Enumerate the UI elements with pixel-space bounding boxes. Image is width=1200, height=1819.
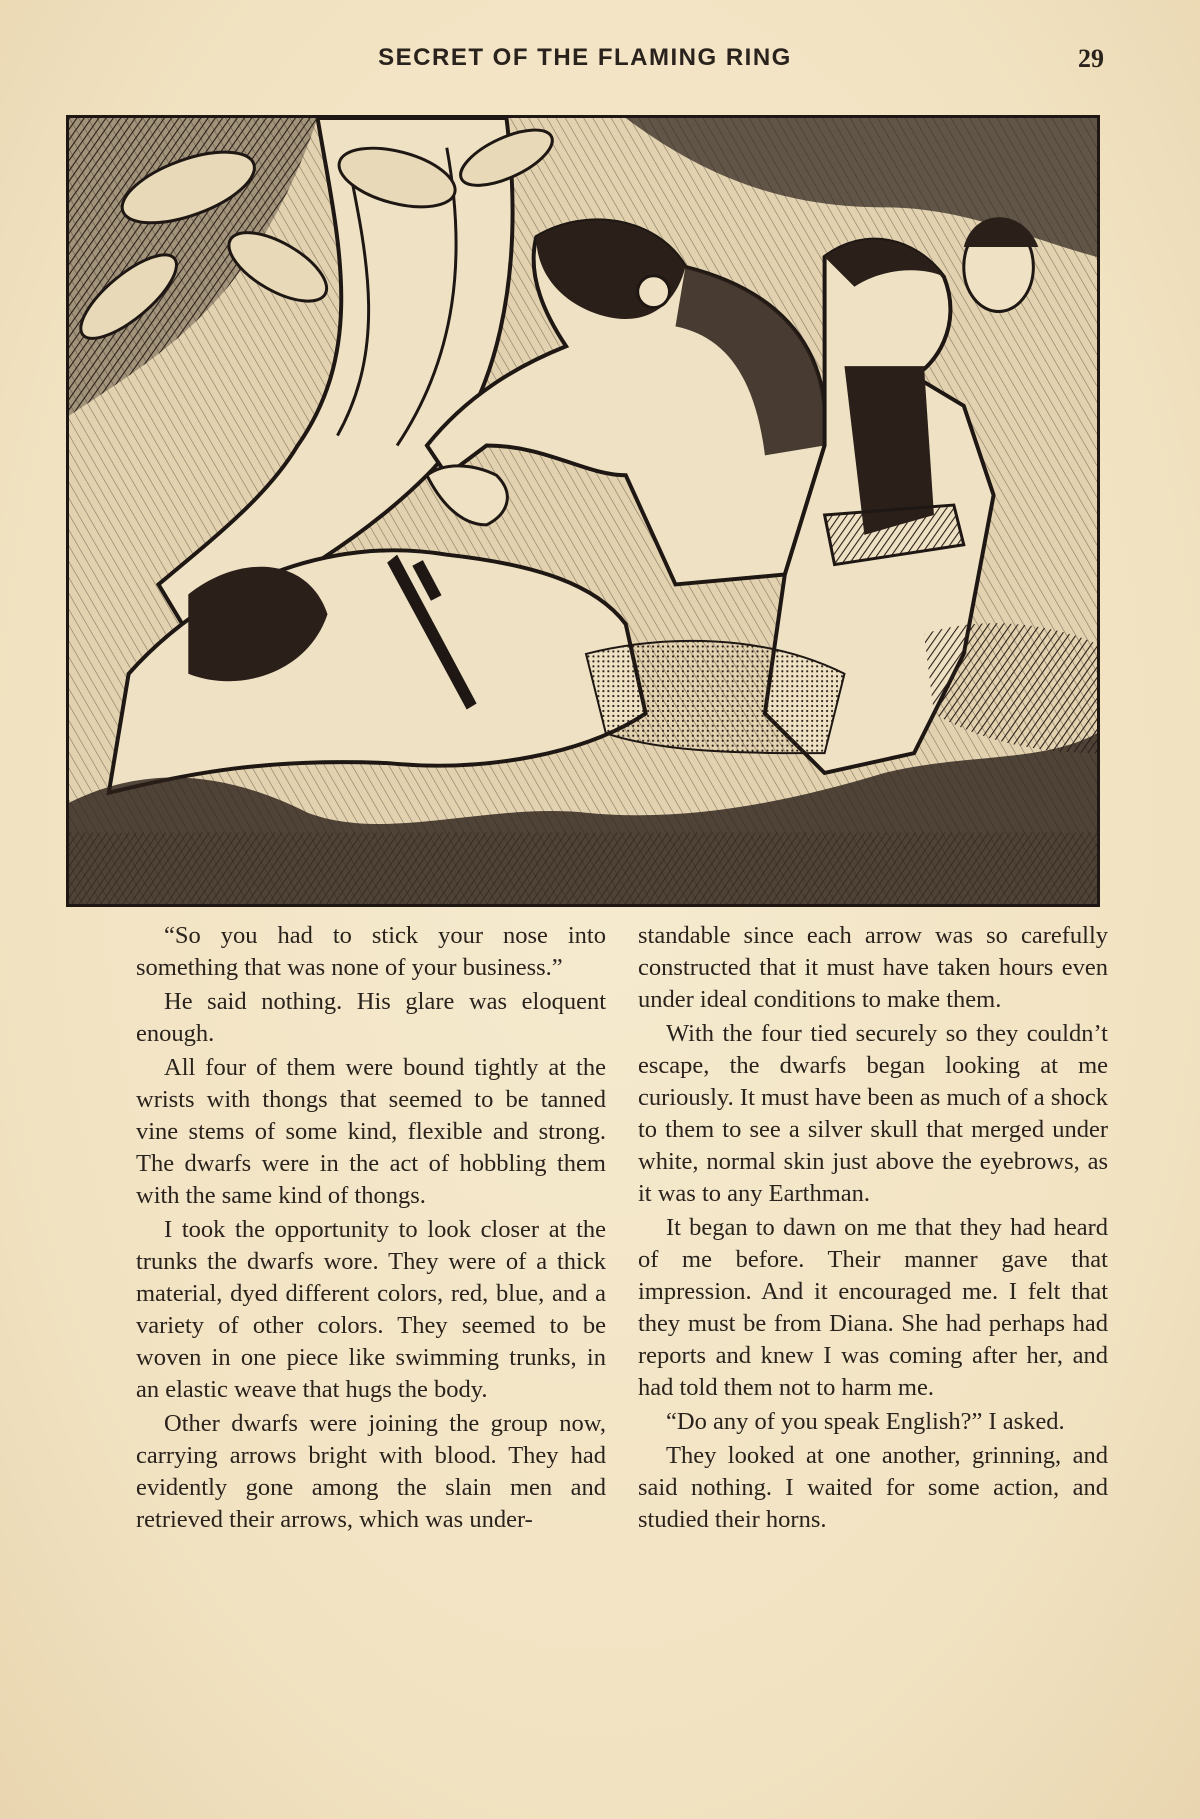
paragraph: Other dwarfs were joining the group now, carrying arrows bright with blood. They had evidently gone among the slain men and retrieved their arrows, which was under- <box>136 1410 606 1533</box>
page-number: 29 <box>1078 44 1104 73</box>
paragraph: All four of them were bound tightly at the wrists with thongs that seemed to be tanned vine stems of some kind, flexible and strong. The dwarfs were in the act of hobbling them with the same kind of thongs. <box>136 1054 606 1209</box>
jungle-illustration <box>66 115 1100 907</box>
paragraph: I took the opportunity to look closer at the trunks the dwarfs wore. They were of a thick material, dyed different colors, red, blue, and a variety of other colors. They seemed to be woven in one piece like swimming trunks, in an elastic weave that hugs the body. <box>136 1216 606 1403</box>
text-column-right <box>638 920 1108 1538</box>
illustration-art <box>69 118 1097 904</box>
paragraph: standable since each arrow was so carefully constructed that it must have taken hours even under ideal conditions to make them. <box>638 922 1108 1013</box>
paragraph: It began to dawn on me that they had heard of me before. Their manner gave that impression. And it encouraged me. I felt that they must be from Diana. She had perhaps had reports and knew I was coming after her, and had told them not to harm me. <box>638 1214 1108 1401</box>
running-title: SECRET OF THE FLAMING RING <box>378 44 792 71</box>
paragraph: “Do any of you speak English?” I asked. <box>666 1408 1065 1435</box>
paragraph: “So you had to stick your nose into something that was none of your business.” <box>136 922 606 981</box>
paragraph: With the four tied securely so they couldn’t escape, the dwarfs began looking at me curiously. It must have been as much of a shock to them to see a silver skull that merged under white, normal skin just above the eyebrows, as it was to any Earthman. <box>638 1020 1108 1207</box>
text-column-left <box>136 920 606 1538</box>
paragraph: They looked at one another, grinning, and said nothing. I waited for some action, and studied their horns. <box>638 1442 1108 1533</box>
paragraph: He said nothing. His glare was eloquent enough. <box>136 988 606 1047</box>
page-header <box>66 40 1104 80</box>
